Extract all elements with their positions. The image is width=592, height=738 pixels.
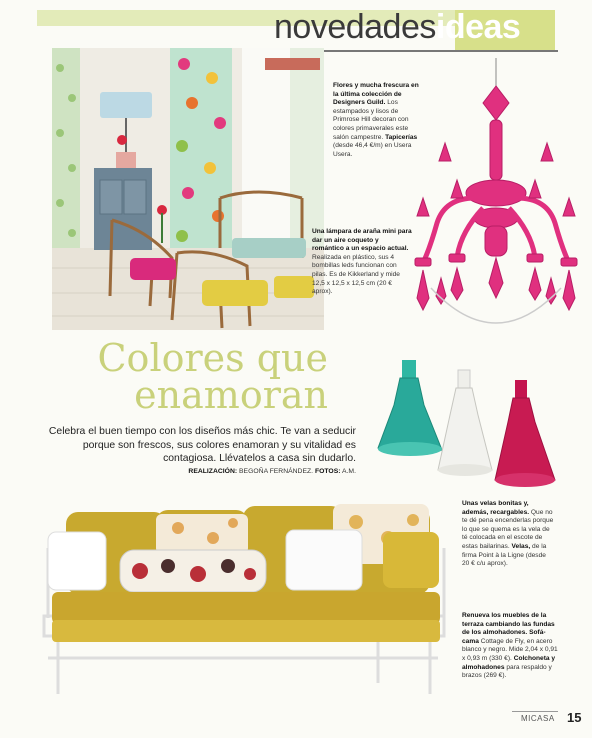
magenta-dress-candle — [495, 380, 555, 487]
caption-candles — [462, 500, 554, 569]
caption-terrace-body1: Cottage de Fly, en acero blanco y negro. Mide 2,04 x 0,91 x 0,93 m (330 €). — [462, 637, 558, 662]
caption-candles-tag: Velas, — [511, 542, 531, 550]
caption-terrace — [462, 612, 558, 681]
pink-chandelier-image — [405, 58, 587, 343]
teal-dress-candle — [378, 360, 442, 456]
caption-candles-lead: Unas velas bonitas y, además, recargables. — [462, 500, 530, 516]
living-room-photo — [52, 48, 324, 330]
credit-label-fotos: FOTOS: — [314, 468, 341, 475]
caption-chandelier-body: Realizada en plástico, sus 4 bombillas leds funcionan con pilas. Es de Kikkerland y mide 12,5 x 12,5 x 12,5 cm (20 € aprox). — [312, 253, 400, 296]
section-heading — [274, 8, 520, 47]
caption-candles-tail: de la firma Point à la Ligne (desde 20 € c/u aprox). — [462, 542, 547, 568]
footer-rule — [512, 711, 558, 712]
caption-flowers-lead: Flores y mucha frescura en la última colección de Designers Guild. — [333, 82, 419, 107]
credit-label-realizacion: REALIZACIÓN: — [188, 468, 238, 475]
caption-flowers-body: Los estampados y lisos de Primrose Hill decoran con colores primaverales este salón campestre. — [333, 99, 409, 141]
caption-flowers-tag: Tapicerías — [385, 133, 418, 141]
caption-terrace-tag2: Colchoneta y almohadones — [462, 654, 556, 671]
article-credit — [130, 468, 356, 475]
caption-terrace-lead: Renueva los muebles de la terraza cambiando las fundas de los almohadones. — [462, 612, 555, 637]
credit-value-fotos: A.M. — [342, 468, 356, 475]
magazine-name: MICASA — [521, 714, 555, 723]
caption-candles-body: Que no te dé pena encenderlas porque lo que se quema es la vela de té colocada en el escote de estas bailarinas. — [462, 508, 554, 550]
caption-chandelier — [312, 228, 412, 297]
caption-terrace-body2: para respaldo y brazos (269 €). — [462, 663, 552, 680]
living-room-illustration — [52, 48, 324, 330]
dress-candles-image — [370, 360, 565, 500]
caption-chandelier-lead: Una lámpara de araña mini para dar un aire coqueto y romántico a un espacio actual. — [312, 228, 412, 253]
yellow-sofa-image — [38, 498, 456, 703]
article-title — [80, 336, 328, 417]
caption-flowers-price: (desde 46,4 €/m) en Usera Usera. — [333, 142, 412, 158]
section-heading-light: novedades — [274, 8, 436, 46]
white-dress-candle — [438, 370, 492, 476]
article-intro: Celebra el buen tiempo con los diseños más chic. Te van a seducir porque son frescos, sus colores enamoran y su vitalidad es contagiosa. Llévatelos a casa sin dudarlo. — [48, 426, 356, 464]
caption-terrace-tag1: Sofá-cama — [462, 629, 546, 645]
page-number: 15 — [567, 710, 582, 725]
section-heading-bold: ideas — [435, 8, 521, 46]
credit-value-realizacion: BEGOÑA FERNÁNDEZ. — [239, 468, 314, 475]
caption-flowers — [333, 82, 423, 159]
article-title-line1: Colores que — [97, 336, 328, 380]
article-title-line2: enamoran — [134, 373, 328, 417]
